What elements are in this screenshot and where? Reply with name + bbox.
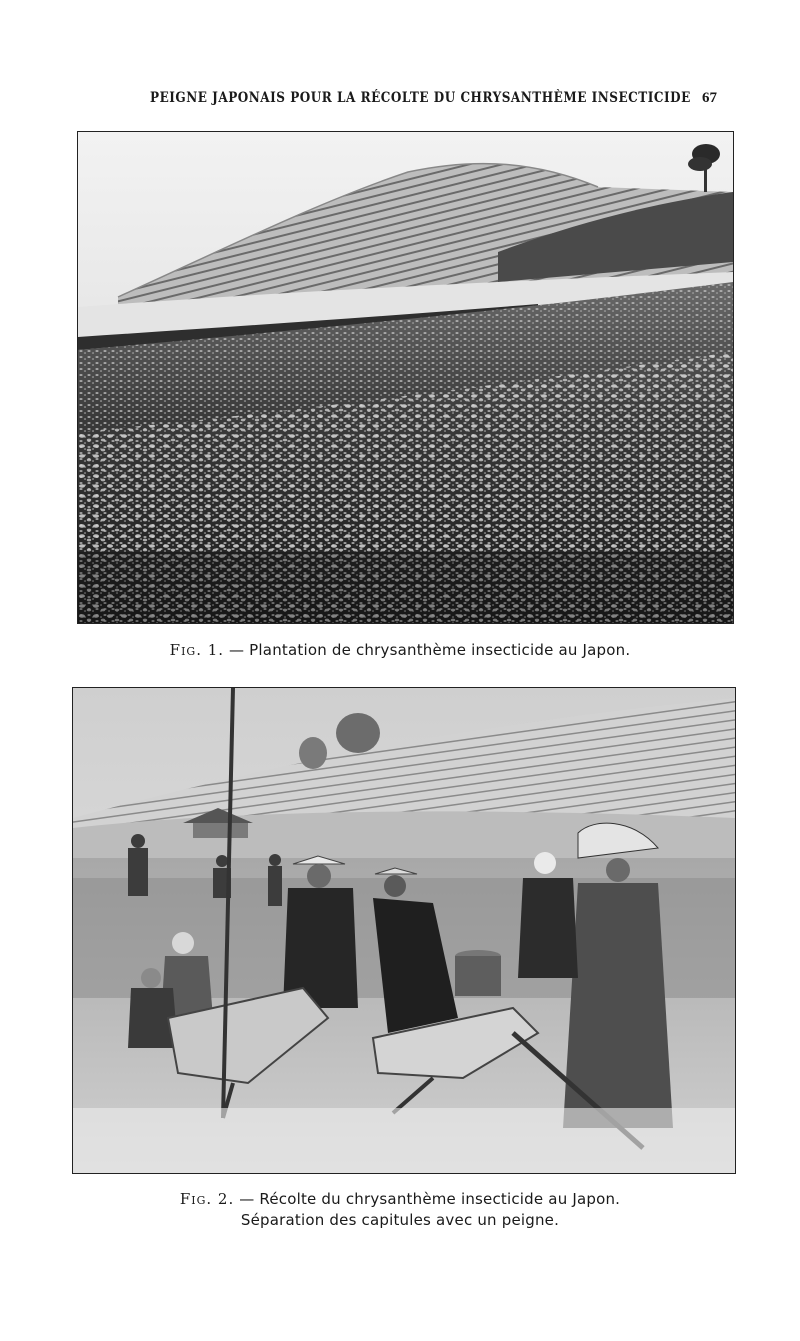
figure-2-caption-line2: Séparation des capitules avec un peigne.: [240, 1211, 560, 1229]
figure-1-label: Fig. 1.: [169, 641, 225, 659]
figure-1-caption-text: — Plantation de chrysanthème insecticide au Japon.: [224, 641, 631, 659]
figure-1-caption: [0, 641, 800, 659]
figure-2-caption-text: — Récolte du chrysanthème insecticide au Japon.: [234, 1190, 621, 1208]
harvest-photo: [73, 688, 735, 1173]
page-number: 67: [702, 90, 717, 106]
running-header: [0, 88, 800, 112]
figure-2-photo: [72, 687, 736, 1174]
figure-1-photo: [77, 131, 734, 624]
running-title: PEIGNE JAPONAIS POUR LA RÉCOLTE DU CHRYSANTHÈME INSECTICIDE: [150, 90, 691, 106]
figure-2-caption-line1: [0, 1190, 800, 1208]
figure-2-label: Fig. 2.: [179, 1190, 235, 1208]
plantation-photo: [78, 132, 733, 623]
